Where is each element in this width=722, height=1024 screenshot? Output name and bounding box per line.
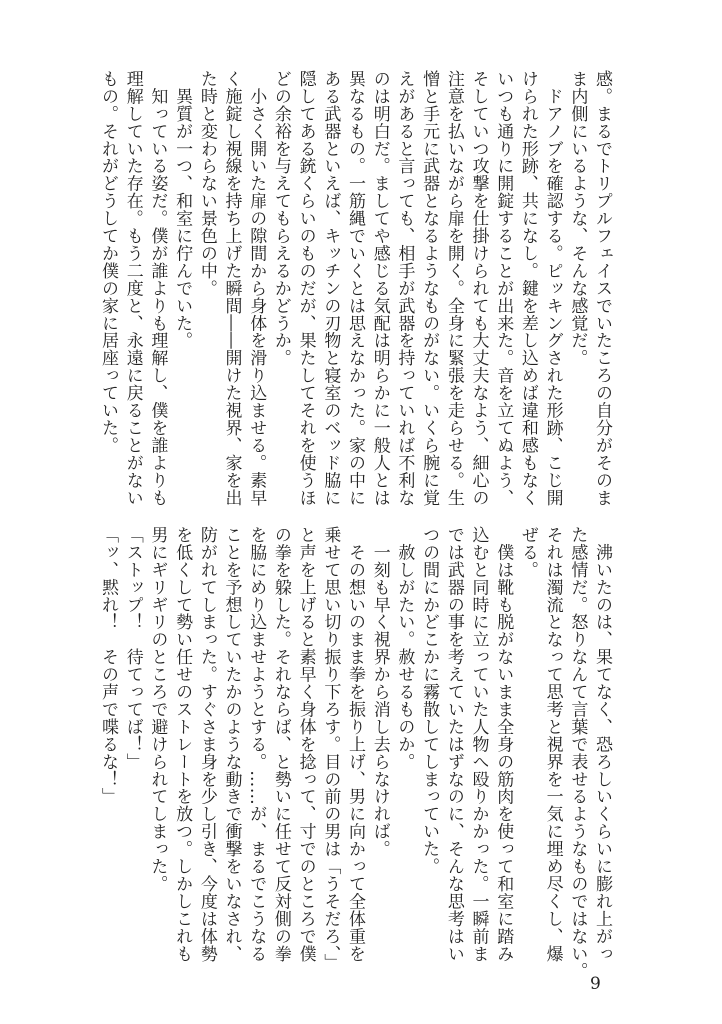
text-line: 防がれてしまった。すぐさま身を少し引き、今度は体勢 — [196, 526, 217, 963]
text-block-top — [94, 70, 614, 507]
text-line: のは明白だ。ましてや感じる気配は明らかに一般人とは — [369, 70, 390, 507]
text-line: つの間にかどこかに霧散してしまっていた。 — [419, 526, 440, 875]
page-number: 9 — [590, 974, 601, 994]
text-line: その想いのまま拳を振り上げ、男に向かって全体重を — [345, 526, 365, 963]
text-line: 沸いたのは、果てなく、恐ろしいくらいに膨れ上がっ — [592, 526, 612, 963]
text-line: いつも通りに開錠することが出来た。音を立てぬよう、 — [493, 70, 514, 507]
text-line: 男にギリギリのところで避けられてしまった。 — [147, 526, 168, 893]
text-line: た感情だ。怒りなんて言葉で表せるようなものではない。 — [567, 526, 588, 980]
text-line: もの。それがどうしてか僕の家に居座っていた。 — [98, 70, 118, 454]
text-line: では武器の事を考えていたはずなのに、そんな思考はい — [443, 526, 464, 963]
text-line: く施錠し視線を持ち上げた瞬間――開けた視界、家を出 — [221, 70, 242, 507]
text-line: 理解していた存在。もう二度と、永遠に戻ることがない — [122, 70, 143, 507]
text-line: 赦しがたい。赦せるものか。 — [394, 526, 415, 771]
text-line: ぜる。 — [517, 526, 538, 579]
text-line: 込むと同時に立っていた人物へ殴りかかった。一瞬前ま — [468, 526, 489, 963]
text-line: 異なるもの。一筋縄でいくとは思えなかった。家の中に — [345, 70, 365, 507]
text-line: 感。まるでトリプルフェイスでいたころの自分がそのま — [592, 70, 612, 507]
text-line: それは濁流となって思考と視界を一気に埋め尽くし、爆 — [542, 526, 563, 963]
text-line: 僕は靴も脱がないまま全身の筋肉を使って和室に踏み — [493, 526, 514, 963]
text-line: 異質が一つ、和室に佇んでいた。 — [172, 70, 193, 350]
text-line: 「ッ、黙れ！ その声で喋るな！」 — [98, 526, 118, 806]
text-line: の拳を躱した。それならば、と勢いに任せて反対側の拳 — [270, 526, 291, 963]
text-line: 「ストップ！ 待てってば！」 — [122, 526, 143, 771]
text-line: 憎と手元に武器となるようなものがない。いくら腕に覚 — [419, 70, 440, 507]
text-line: を低くして勢い任せのストレートを放つ。しかしこれも — [172, 526, 193, 963]
text-line: 乗せて思い切り振り下ろす。目の前の男は「うそだろ、」 — [320, 526, 341, 972]
text-line: ある武器といえば、キッチンの刃物と寝室のベッド脇に — [320, 70, 341, 507]
text-block-bottom — [94, 526, 614, 980]
text-line: えがあると言っても、相手が武器を持っていれば不利な — [394, 70, 415, 507]
text-line: 小さく開いた扉の隙間から身体を滑り込ませる。素早 — [246, 70, 267, 507]
text-line: 一刻も早く視界から消し去らなければ。 — [369, 526, 390, 858]
text-line: た時と変わらない景色の中。 — [196, 70, 217, 297]
text-line: と声を上げると素早く身体を捻って、寸でのところで僕 — [295, 526, 316, 963]
text-line: 注意を払いながら扉を開く。全身に緊張を走らせる。生 — [443, 70, 464, 507]
text-line: ドアノブを確認する。ピッキングされた形跡、こじ開 — [542, 70, 563, 507]
text-line: どの余裕を与えてもらえるかどうか。 — [270, 70, 291, 367]
text-line: を脇にめり込ませようとする。……が、まるでこうなる — [246, 526, 267, 963]
text-line: 知っている姿だ。僕が誰よりも理解し、僕を誰よりも — [147, 70, 168, 507]
text-line: けられた形跡、共になし。鍵を差し込めば違和感もなく — [517, 70, 538, 507]
text-line: ま内側にいるような、そんな感覚だ。 — [567, 70, 588, 367]
text-line: そしていつ攻撃を仕掛けられても大丈夫なよう、細心の — [468, 70, 489, 507]
text-line: 隠してある銃くらいのものだが、果たしてそれを使うほ — [295, 70, 316, 507]
text-line: ことを予想していたかのような動きで衝撃をいなされ、 — [221, 526, 242, 963]
